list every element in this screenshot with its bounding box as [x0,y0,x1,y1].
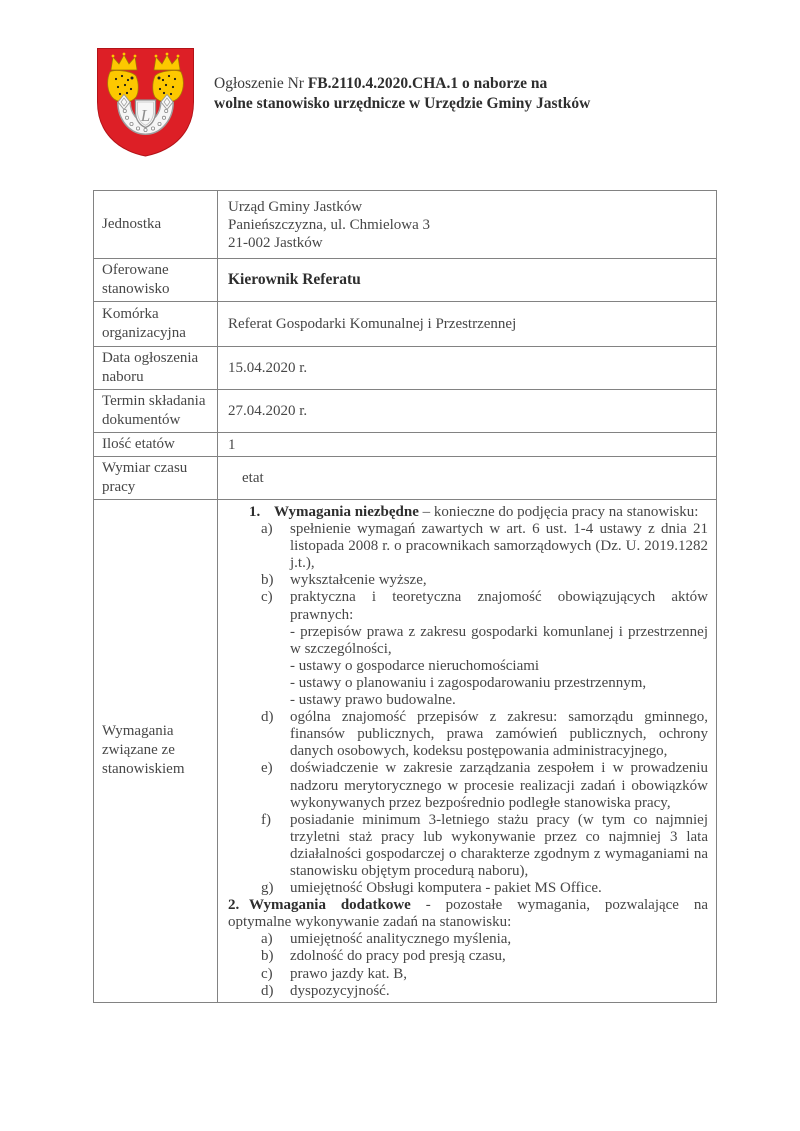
table-row-oferowane-stanowisko [94,259,717,302]
row-label-stanowisko: Oferowane stanowisko [94,259,218,302]
table-row-ilosc-etatow [94,433,717,457]
requirement-item-2d: d) dyspozycyjność. [261,982,390,999]
section-2-title: Wymagania dodatkowe [249,897,411,914]
requirement-subitem: - przepisów prawa z zakresu gospodarki komunlanej i przestrzennej w szczególności, [290,623,708,657]
table-row-jednostka [94,191,717,259]
row-value-jednostka [218,191,717,259]
row-value-etaty: 1 [218,433,717,457]
row-label-termin: Termin składania dokumentów [94,390,218,433]
requirement-item-2a: a) umiejętność analitycznego myślenia, [261,931,512,948]
section-1-number: 1. [249,504,261,520]
section-1-subtitle: – konieczne do podjęcia pracy na stanowisku: [418,504,699,520]
title-suffix: o naborze na [458,75,548,92]
requirement-item-1f: f) posiadanie minimum 3-letniego stażu pracy (w tym co najmniej trzyletni staż pracy lub wykonywanie przez co najmniej 3 lata działalności gospodarczej o charakterze zgodnym z wymaganiami na stanowisku objętym procedurą naboru), [261,811,708,879]
row-label-wymagania: Wymagania związane ze stanowiskiem [94,500,218,1003]
row-label-data: Data ogłoszenia naboru [94,347,218,390]
coat-of-arms-icon [94,45,197,159]
title-line-2: wolne stanowisko urzędnicze w Urzędzie Gminy Jastków [214,95,591,112]
requirement-item-1b: b) wykształcenie wyższe, [261,572,427,589]
row-value-termin: 27.04.2020 r. [218,390,717,433]
table-row-data-ogloszenia [94,347,717,390]
requirement-item-2c: c) prawo jazdy kat. B, [261,965,408,982]
announcement-table [93,190,717,1003]
row-label-komorka: Komórka organizacyjna [94,302,218,347]
title-prefix: Ogłoszenie Nr [214,75,308,92]
row-label-jednostka: Jednostka [94,191,218,259]
row-label-wymiar: Wymiar czasu pracy [94,457,218,500]
requirements-content [218,500,717,1003]
requirement-subitem: - ustawy prawo budowalne. [290,692,456,709]
row-value-wymiar: etat [218,457,717,500]
row-label-etaty: Ilość etatów [94,433,218,457]
document-title [214,74,754,114]
row-value-komorka: Referat Gospodarki Komunalnej i Przestrzennej [218,302,717,347]
address-line: Urząd Gminy Jastków [228,198,363,215]
table-row-wymagania [94,500,717,1003]
table-row-wymiar-czasu [94,457,717,500]
coat-of-arms [94,45,197,159]
requirement-item-1a: a) spełnienie wymagań zawartych w art. 6 ust. 1-4 ustawy z dnia 21 listopada 2008 r. o pracownikach samorządowych (Dz. U. 2019.1282 j.t.), [261,521,708,572]
requirement-item-1g: g) umiejętność Obsługi komputera - pakiet MS Office. [261,880,602,897]
section-2-number: 2. [228,897,240,914]
row-value-data: 15.04.2020 r. [218,347,717,390]
section-2-heading [228,897,708,931]
requirement-subitem: - ustawy o gospodarce nieruchomościami [290,657,540,674]
requirement-item-1d: d) ogólna znajomość przepisów z zakresu: samorządu gminnego, finansów publicznych, prawa zamówień publicznych, ochrony danych osobowych, kodeksu postępowania administracyjnego, [261,709,708,760]
section-2-subtitle: - pozostałe wymagania, pozwalające na optymalne wykonywanie zadań na stanowisku: [228,897,708,931]
row-value-stanowisko: Kierownik Referatu [218,259,717,302]
table-row-termin [94,390,717,433]
address-line: Panieńszczyzna, ul. Chmielowa 3 [228,216,431,233]
section-1-heading [228,504,708,521]
section-1-title: Wymagania niezbędne [274,504,419,520]
table-row-komorka [94,302,717,347]
title-line-1 [214,74,754,94]
requirement-item-1c: c) praktyczna i teoretyczna znajomość obowiązujących aktów prawnych: - przepisów prawa z zakresu gospodarki komunlanej i przestrzennej w szczególności, - ustawy o gospodarce nieruchomościami - ustawy o planowaniu i zagospodarowaniu przestrzennym, - ustawy prawo budowalne. [261,589,708,709]
title-announcement-number: FB.2110.4.2020.CHA.1 [307,75,459,92]
inner-shield-letter: L [140,106,151,125]
address-line: 21-002 Jastków [228,234,323,251]
requirement-subitem: - ustawy o planowaniu i zagospodarowaniu przestrzennym, [290,674,647,691]
requirement-item-1e: e) doświadczenie w zakresie zarządzania zespołem i w prowadzeniu nadzoru merytorycznego w procesie realizacji zadań i obowiązków wykonywanych przez bezpośrednio podległe stanowiska pracy, [261,760,708,811]
requirement-item-2b: b) zdolność do pracy pod presją czasu, [261,948,506,965]
